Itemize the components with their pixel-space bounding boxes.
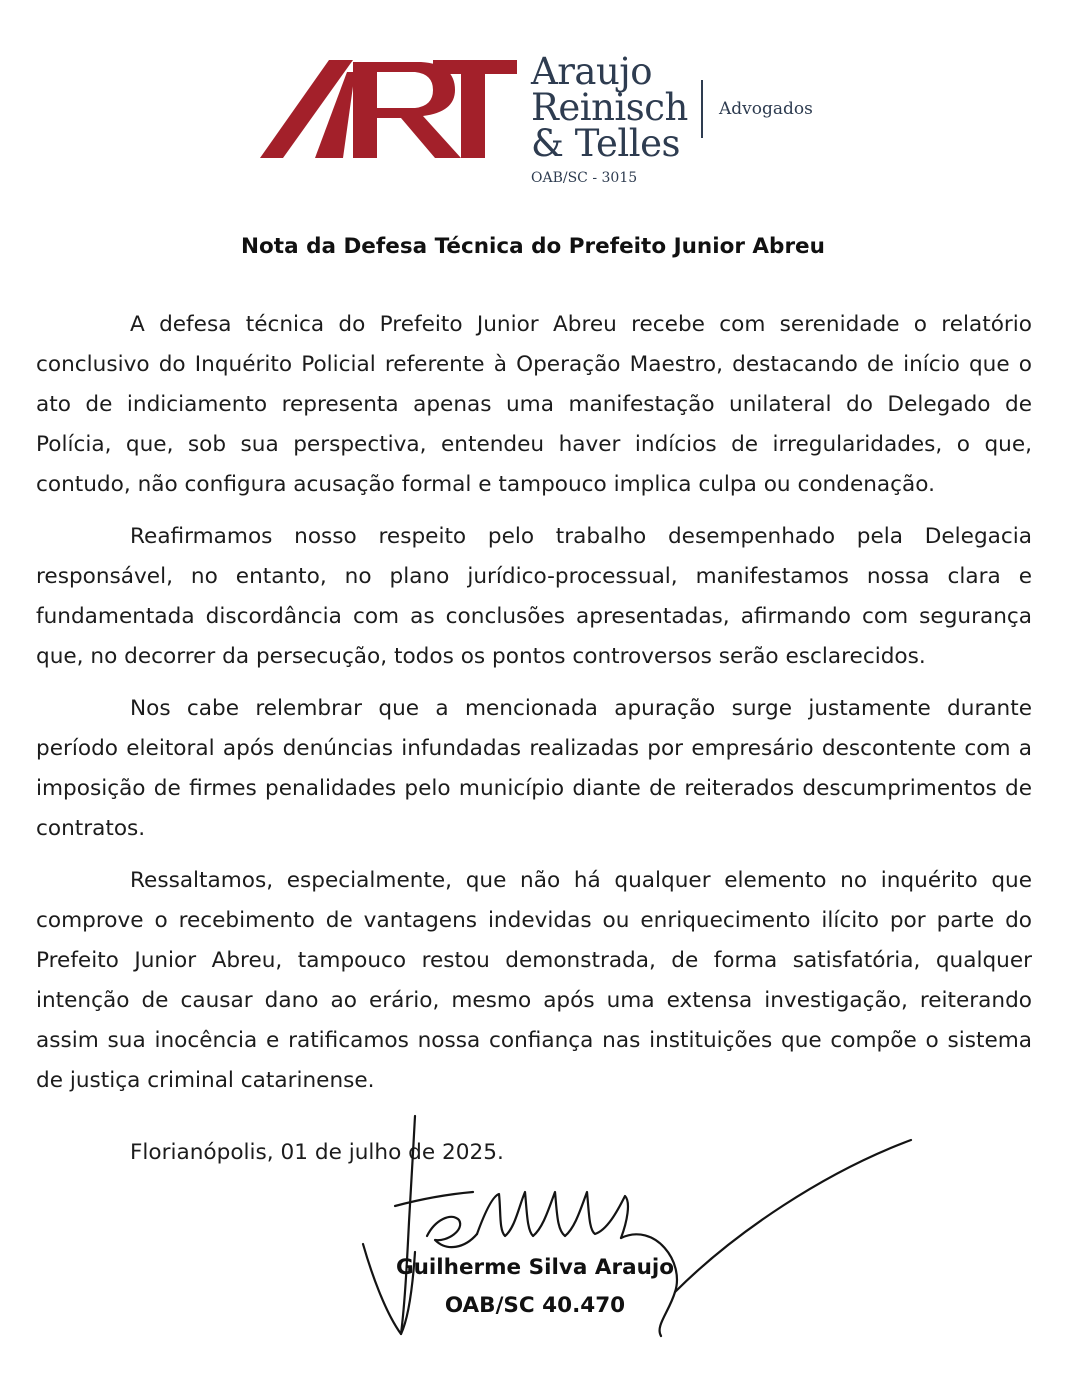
paragraph-2: Reafirmamos nosso respeito pelo trabalho desempenhado pela Delegacia responsável, no entanto, no plano jurídico-processual, manifestamos nossa clara e fundamentada discordância com as conclusões apresentadas, afirmando com segurança que, no decorrer da persecução, todos os pontos controversos serão esclarecidos.	[36, 524, 1032, 669]
signer-name: Guilherme Silva Araujo	[395, 1255, 675, 1280]
firm-name-line-1: Araujo	[531, 50, 653, 93]
place-date: Florianópolis, 01 de julho de 2025.	[130, 1140, 504, 1165]
signer-registration: OAB/SC 40.470	[444, 1293, 626, 1318]
firm-name-line-3: & Telles	[531, 122, 680, 165]
paragraph-3: Nos cabe relembrar que a mencionada apuração surge justamente durante período eleitoral após denúncias infundadas realizadas por empresário descontente com a imposição de firmes penalidades pelo município diante de reiterados descumprimentos de contratos.	[36, 696, 1032, 841]
paragraph-1: A defesa técnica do Prefeito Junior Abreu recebe com serenidade o relatório conclusivo do Inquérito Policial referente à Operação Maestro, destacando de início que o ato de indiciamento representa apenas uma manifestação unilateral do Delegado de Polícia, que, sob sua perspectiva, entendeu haver indícios de irregularidades, o que, contudo, não configura acusação formal e tampouco implica culpa ou condenação.	[36, 312, 1032, 497]
firm-name	[531, 50, 688, 165]
firm-suffix: Advogados	[719, 99, 813, 119]
paragraph-4: Ressaltamos, especialmente, que não há qualquer elemento no inquérito que comprove o recebimento de vantagens indevidas ou enriquecimento ilícito por parte do Prefeito Junior Abreu, tampouco restou demonstrada, de forma satisfatória, qualquer intenção de causar dano ao erário, mesmo após uma extensa investigação, reiterando assim sua inocência e ratificamos nossa confiança nas instituições que compõe o sistema de justiça criminal catarinense.	[36, 868, 1032, 1093]
firm-name-line-2: Reinisch	[531, 86, 688, 129]
art-logo	[255, 52, 520, 164]
document-body	[36, 305, 1032, 1113]
letterhead-divider	[701, 80, 703, 138]
document-title: Nota da Defesa Técnica do Prefeito Junior Abreu	[241, 234, 825, 259]
letterhead	[255, 52, 825, 197]
firm-registration: OAB/SC - 3015	[531, 170, 638, 186]
